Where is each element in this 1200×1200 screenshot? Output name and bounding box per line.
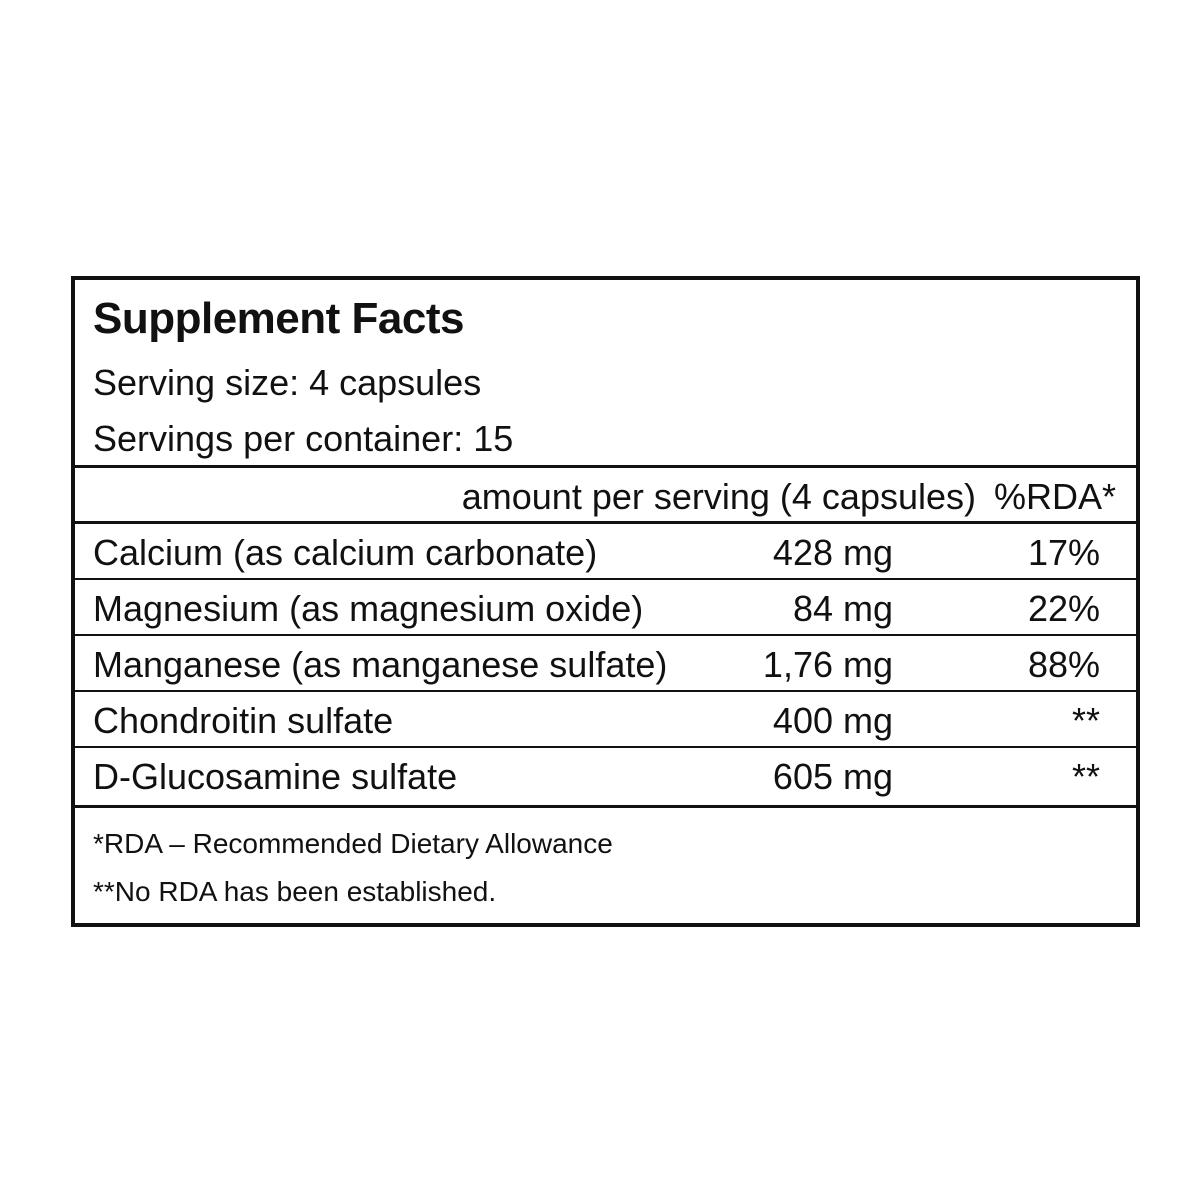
nutrient-rda: 88% (1027, 644, 1100, 685)
nutrient-rda: 17% (1027, 532, 1100, 573)
footnote-rda-definition: *RDA – Recommended Dietary Allowance (93, 828, 613, 859)
column-header-row (75, 468, 1136, 524)
supplement-facts-panel (71, 276, 1140, 927)
serving-size: Serving size: 4 capsules (93, 362, 482, 403)
nutrient-name: Calcium (as calcium carbonate) (93, 532, 598, 573)
facts-title: Supplement Facts (93, 294, 464, 343)
nutrient-row-glucosamine (75, 748, 1136, 808)
nutrient-amount: 400 mg (772, 700, 893, 741)
nutrient-rda: ** (1071, 756, 1100, 797)
nutrient-name: Manganese (as manganese sulfate) (93, 644, 668, 685)
servings-per-container: Servings per container: 15 (93, 418, 514, 459)
nutrient-row-chondroitin (75, 692, 1136, 748)
footnotes (93, 820, 613, 916)
rda-column-header: %RDA* (993, 476, 1116, 517)
nutrient-row-magnesium (75, 580, 1136, 636)
nutrient-amount: 428 mg (772, 532, 893, 573)
nutrient-name: Chondroitin sulfate (93, 700, 394, 741)
footnote-no-rda: **No RDA has been established. (93, 876, 497, 907)
nutrient-amount: 1,76 mg (762, 644, 893, 685)
nutrient-row-manganese (75, 636, 1136, 692)
nutrient-name: Magnesium (as magnesium oxide) (93, 588, 644, 629)
nutrient-amount: 84 mg (792, 588, 893, 629)
nutrient-rda: ** (1071, 700, 1100, 741)
nutrient-name: D-Glucosamine sulfate (93, 756, 458, 797)
nutrient-amount: 605 mg (772, 756, 893, 797)
nutrient-list (75, 524, 1136, 808)
amount-column-header: amount per serving (4 capsules) (461, 476, 976, 517)
nutrient-rda: 22% (1027, 588, 1100, 629)
facts-header (75, 280, 1136, 468)
nutrient-row-calcium (75, 524, 1136, 580)
